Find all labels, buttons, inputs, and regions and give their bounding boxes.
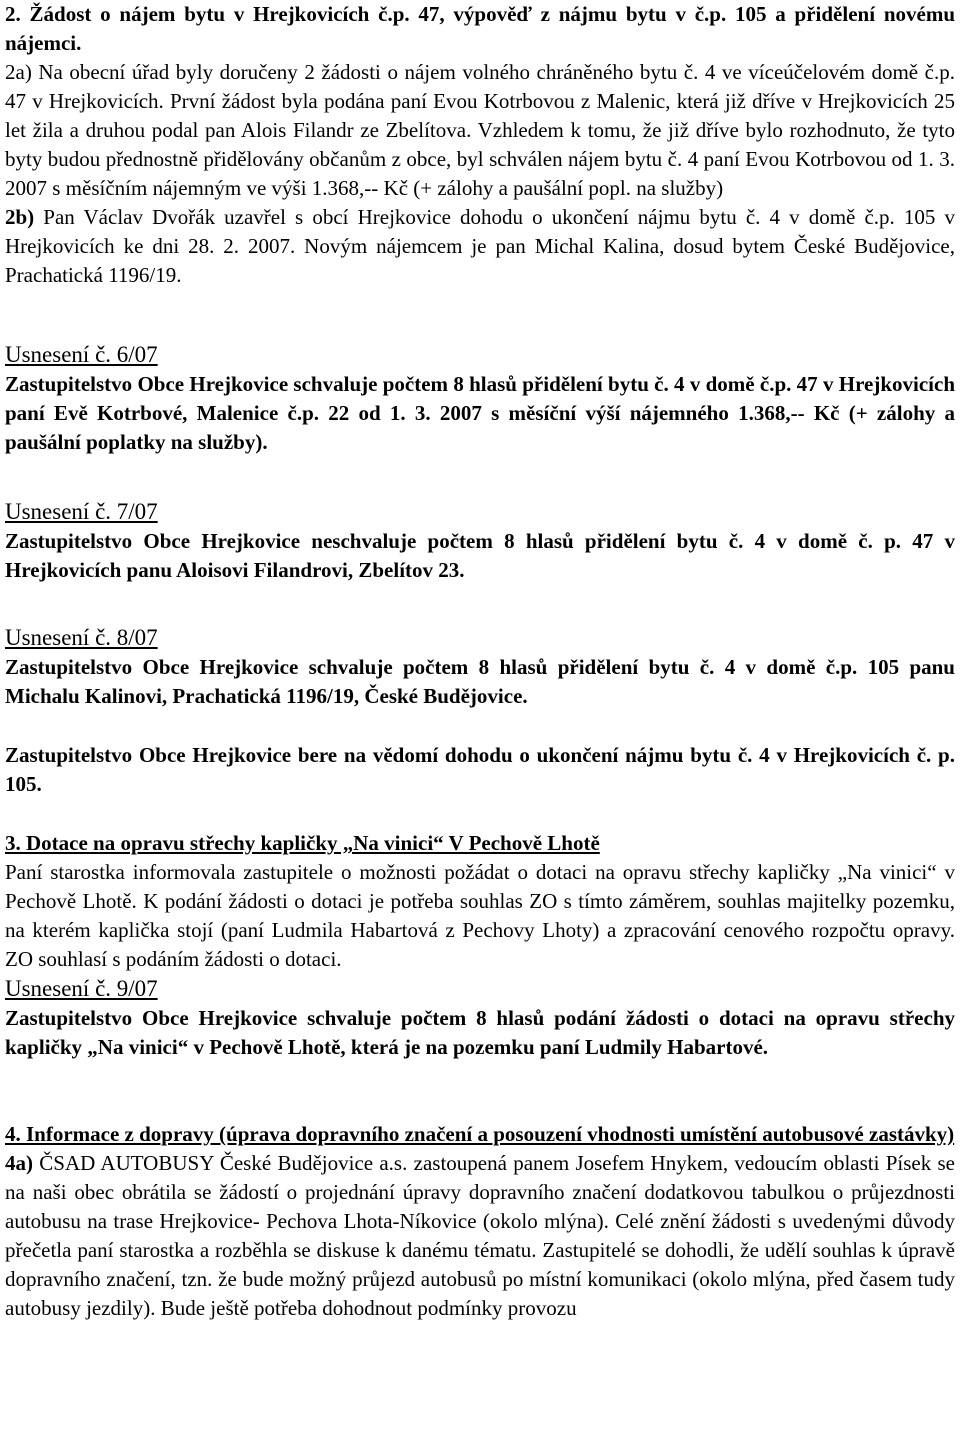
resolution-7-title: Usnesení č. 7/07: [5, 499, 158, 524]
section-2a-paragraph: 2a) Na obecní úřad byly doručeny 2 žádosti o nájem volného chráněného bytu č. 4 ve víceúčelovém domě č.p. 47 v Hrejkovicích. První žádost byla podána paní Evou Kotrbovou z Malenic, která již dříve v Hrejkovicích 25 let žila a druhou podal pan Alois Filandr ze Zbelítova. Vzhledem k tomu, že již dříve bylo rozhodnuto, že tyto byty budou přednostně přidělovány občanům z obce, byl schválen nájem bytu č. 4 paní Evou Kotrbovou od 1. 3. 2007 s měsíčním nájemným ve výši 1.368,-- Kč (+ zálohy a paušální popl. na služby): [5, 60, 955, 200]
resolution-7-text: Zastupitelstvo Obce Hrejkovice neschvaluje počtem 8 hlasů přidělení bytu č. 4 v domě č. p. 47 v Hrejkovicích panu Aloisovi Filandrovi, Zbelítov 23.: [5, 529, 955, 582]
section-4a-paragraph: [5, 1149, 955, 1323]
section-2b-label: 2b): [5, 205, 35, 229]
section-3-heading: 3. Dotace na opravu střechy kapličky „Na vinici“ V Pechově Lhotě: [5, 831, 600, 855]
section-2-heading: 2. Žádost o nájem bytu v Hrejkovicích č.p. 47, výpověď z nájmu bytu v č.p. 105 a přidělení novému nájemci.: [5, 2, 955, 55]
section-4a-label: 4a): [5, 1151, 33, 1175]
resolution-6-title: Usnesení č. 6/07: [5, 342, 158, 367]
section-2b-text: Pan Václav Dvořák uzavřel s obcí Hrejkovice dohodu o ukončení nájmu bytu č. 4 v domě č.p. 105 v Hrejkovicích ke dni 28. 2. 2007. Novým nájemcem je pan Michal Kalina, dosud bytem České Budějovice, Prachatická 1196/19.: [5, 205, 955, 287]
section-2b-paragraph: [5, 203, 955, 290]
resolution-6-text: Zastupitelstvo Obce Hrejkovice schvaluje počtem 8 hlasů přidělení bytu č. 4 v domě č.p. 47 v Hrejkovicích paní Evě Kotrbové, Malenice č.p. 22 od 1. 3. 2007 s měsíční výší nájemného 1.368,-- Kč (+ zálohy a paušální poplatky na služby).: [5, 372, 955, 454]
resolution-9-text: Zastupitelstvo Obce Hrejkovice schvaluje počtem 8 hlasů podání žádosti o dotaci na opravu střechy kapličky „Na vinici“ v Pechově Lhotě, která je na pozemku paní Ludmily Habartové.: [5, 1006, 955, 1059]
resolution-8-title: Usnesení č. 8/07: [5, 625, 158, 650]
resolution-9-title: Usnesení č. 9/07: [5, 976, 158, 1001]
section-3-paragraph: Paní starostka informovala zastupitele o možnosti požádat o dotaci na opravu střechy kapličky „Na vinici“ v Pechově Lhotě. K podání žádosti o dotaci je potřeba souhlas ZO s tímto záměrem, souhlas majitelky pozemku, na kterém kaplička stojí (paní Ludmila Habartová z Pechovy Lhoty) a zpracování cenového rozpočtu opravy. ZO souhlasí s podáním žádosti o dotaci.: [5, 860, 955, 971]
section-4-heading: 4. Informace z dopravy (úprava dopravního značení a posouzení vhodnosti umístění autobusové zastávky): [5, 1122, 955, 1146]
section-4a-text: ČSAD AUTOBUSY České Budějovice a.s. zastoupená panem Josefem Hnykem, vedoucím oblasti Písek se na naši obec obrátila se žádostí o projednání úpravy dopravního značení dodatkovou tabulkou o průjezdnosti autobusu na trase Hrejkovice- Pechova Lhota-Níkovice (okolo mlýna). Celé znění žádosti s uvedenými důvody přečetla paní starostka a rozběhla se diskuse k danému tématu. Zastupitelé se dohodli, že udělí souhlas k úpravě dopravního značení, tzn. že bude možný průjezd autobusů po místní komunikaci (okolo mlýna, před časem tudy autobusy jezdily). Bude ještě potřeba dohodnout podmínky provozu: [5, 1151, 955, 1320]
acknowledgement-text: Zastupitelstvo Obce Hrejkovice bere na vědomí dohodu o ukončení nájmu bytu č. 4 v Hrejkovicích č. p. 105.: [5, 743, 955, 796]
resolution-8-text: Zastupitelstvo Obce Hrejkovice schvaluje počtem 8 hlasů přidělení bytu č. 4 v domě č.p. 105 panu Michalu Kalinovi, Prachatická 1196/19, České Budějovice.: [5, 655, 955, 708]
